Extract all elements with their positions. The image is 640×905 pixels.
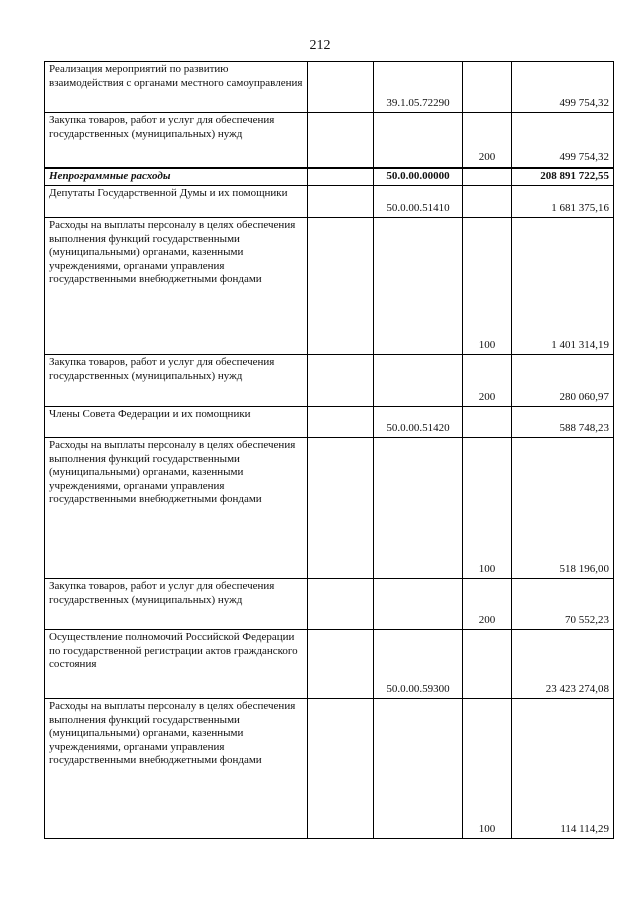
page-number: 212 <box>309 38 331 53</box>
row-expense-type <box>463 630 512 699</box>
table-row <box>45 355 614 407</box>
row-description: Депутаты Государственной Думы и их помощники <box>45 186 308 218</box>
row-description: Закупка товаров, работ и услуг для обеспечения государственных (муниципальных) нужд <box>45 113 308 168</box>
row-expense-type <box>463 186 512 218</box>
row-section <box>308 579 374 630</box>
row-section <box>308 218 374 355</box>
row-description: Реализация мероприятий по развитию взаимодействия с органами местного самоуправления <box>45 62 308 113</box>
table-row <box>45 699 614 839</box>
row-target-code <box>374 438 463 579</box>
row-amount: 208 891 722,55 <box>512 168 614 186</box>
table-row <box>45 407 614 438</box>
row-amount: 588 748,23 <box>512 407 614 438</box>
row-description: Закупка товаров, работ и услуг для обеспечения государственных (муниципальных) нужд <box>45 579 308 630</box>
row-expense-type: 100 <box>463 218 512 355</box>
row-description: Расходы на выплаты персоналу в целях обеспечения выполнения функций государственными (муниципальными) органами, казенными учреждениями, органами управления государственными внебюджетными фондами <box>45 218 308 355</box>
row-section <box>308 355 374 407</box>
row-section <box>308 407 374 438</box>
row-description: Осуществление полномочий Российской Федерации по государственной регистрации актов гражданского состояния <box>45 630 308 699</box>
row-target-code <box>374 218 463 355</box>
row-section <box>308 168 374 186</box>
row-section <box>308 699 374 839</box>
row-amount: 1 401 314,19 <box>512 218 614 355</box>
row-amount: 114 114,29 <box>512 699 614 839</box>
row-description: Закупка товаров, работ и услуг для обеспечения государственных (муниципальных) нужд <box>45 355 308 407</box>
row-expense-type: 200 <box>463 579 512 630</box>
row-expense-type: 100 <box>463 699 512 839</box>
row-expense-type: 100 <box>463 438 512 579</box>
row-target-code: 50.0.00.51420 <box>374 407 463 438</box>
row-section <box>308 630 374 699</box>
row-amount: 499 754,32 <box>512 113 614 168</box>
row-amount: 280 060,97 <box>512 355 614 407</box>
table-row <box>45 630 614 699</box>
row-section <box>308 113 374 168</box>
table-row <box>45 62 614 113</box>
table-row <box>45 186 614 218</box>
budget-table <box>44 61 614 839</box>
row-expense-type <box>463 62 512 113</box>
row-expense-type <box>463 407 512 438</box>
row-expense-type: 200 <box>463 355 512 407</box>
row-section <box>308 62 374 113</box>
row-section <box>308 438 374 579</box>
row-target-code <box>374 699 463 839</box>
row-description: Расходы на выплаты персоналу в целях обеспечения выполнения функций государственными (муниципальными) органами, казенными учреждениями, органами управления государственными внебюджетными фондами <box>45 699 308 839</box>
row-target-code: 50.0.00.00000 <box>374 168 463 186</box>
row-amount: 1 681 375,16 <box>512 186 614 218</box>
row-target-code: 39.1.05.72290 <box>374 62 463 113</box>
row-description: Члены Совета Федерации и их помощники <box>45 407 308 438</box>
row-target-code: 50.0.00.51410 <box>374 186 463 218</box>
table-row <box>45 218 614 355</box>
row-amount: 518 196,00 <box>512 438 614 579</box>
row-expense-type <box>463 168 512 186</box>
row-description: Расходы на выплаты персоналу в целях обеспечения выполнения функций государственными (муниципальными) органами, казенными учреждениями, органами управления государственными внебюджетными фондами <box>45 438 308 579</box>
row-amount: 23 423 274,08 <box>512 630 614 699</box>
row-amount: 499 754,32 <box>512 62 614 113</box>
table-row <box>45 579 614 630</box>
row-description: Непрограммные расходы <box>45 168 308 186</box>
row-target-code: 50.0.00.59300 <box>374 630 463 699</box>
row-target-code <box>374 579 463 630</box>
row-amount: 70 552,23 <box>512 579 614 630</box>
row-target-code <box>374 355 463 407</box>
row-expense-type: 200 <box>463 113 512 168</box>
table-row <box>45 168 614 186</box>
row-section <box>308 186 374 218</box>
row-target-code <box>374 113 463 168</box>
table-row <box>45 438 614 579</box>
table-row <box>45 113 614 168</box>
